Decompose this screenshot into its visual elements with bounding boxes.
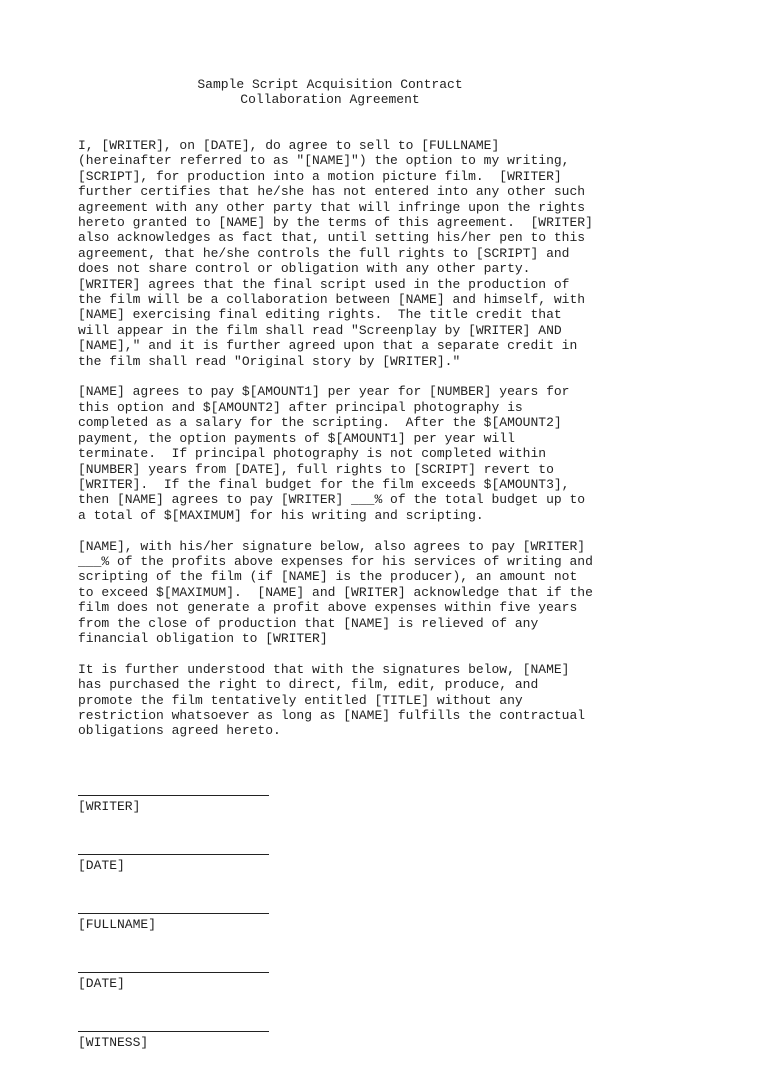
signature-block-witness <box>78 1031 378 1077</box>
text-line: [NAME]," and it is further agreed upon that a separate credit in <box>78 338 578 354</box>
title-line: Sample Script Acquisition Contract <box>197 77 463 92</box>
text-line: [WRITER]. If the final budget for the film exceeds $[AMOUNT3], <box>78 476 570 492</box>
signature-block-date <box>78 854 378 900</box>
text-line: [NUMBER] years from [DATE], full rights to [SCRIPT] revert to <box>78 461 554 477</box>
text-line: the film shall read "Original story by [WRITER]." <box>78 353 461 369</box>
text-line: payment, the option payments of $[AMOUNT1] per year will <box>78 430 515 446</box>
text-line: agreement with any other party that will infringe upon the rights <box>78 199 586 215</box>
signature-label: [WRITER] <box>78 799 141 814</box>
text-line: [WRITER] agrees that the final script used in the production of <box>78 276 570 292</box>
text-line: promote the film tentatively entitled [TITLE] without any <box>78 692 523 708</box>
text-line: from the close of production that [NAME] is relieved of any <box>78 615 539 631</box>
paragraph-sale-option <box>78 138 688 369</box>
text-line: terminate. If principal photography is not completed within <box>78 446 547 462</box>
paragraph-profit-share <box>78 539 688 647</box>
signature-block-date-2 <box>78 972 378 1018</box>
signature-line <box>78 1031 269 1032</box>
text-line: a total of $[MAXIMUM] for his writing and scripting. <box>78 507 484 523</box>
signature-label: [FULLNAME] <box>78 917 157 932</box>
text-line: agreement, that he/she controls the full rights to [SCRIPT] and <box>78 245 570 261</box>
signature-block-writer <box>78 795 378 841</box>
signature-block-fullname <box>78 913 378 959</box>
signature-line <box>78 854 269 855</box>
text-line: then [NAME] agrees to pay [WRITER] ___% of the total budget up to <box>78 492 586 508</box>
text-line: does not share control or obligation with any other party. <box>78 261 531 277</box>
text-line: It is further understood that with the signatures below, [NAME] <box>78 661 570 677</box>
contract-body <box>78 138 688 754</box>
text-line: hereto granted to [NAME] by the terms of this agreement. [WRITER] <box>78 215 593 231</box>
text-line: the film will be a collaboration between [NAME] and himself, with <box>78 292 586 308</box>
signature-label: [WITNESS] <box>78 1035 149 1050</box>
text-line: to exceed $[MAXIMUM]. [NAME] and [WRITER] acknowledge that if the <box>78 584 593 600</box>
text-line: will appear in the film shall read "Screenplay by [WRITER] AND <box>78 322 562 338</box>
document-title <box>0 77 660 108</box>
text-line: (hereinafter referred to as "[NAME]") the option to my writing, <box>78 153 570 169</box>
signature-label: [DATE] <box>78 858 125 873</box>
text-line: [NAME] agrees to pay $[AMOUNT1] per year for [NUMBER] years for <box>78 384 570 400</box>
text-line: completed as a salary for the scripting. After the $[AMOUNT2] <box>78 415 562 431</box>
subtitle-line: Collaboration Agreement <box>240 92 420 108</box>
text-line: further certifies that he/she has not entered into any other such <box>78 184 586 200</box>
text-line: also acknowledges as fact that, until setting his/her pen to this <box>78 230 586 246</box>
paragraph-rights-purchased <box>78 662 688 739</box>
signature-line <box>78 913 269 914</box>
text-line: [NAME], with his/her signature below, also agrees to pay [WRITER] <box>78 538 586 554</box>
paragraph-payment-terms <box>78 384 688 523</box>
text-line: restriction whatsoever as long as [NAME] fulfills the contractual <box>78 707 586 723</box>
text-line: this option and $[AMOUNT2] after principal photography is <box>78 399 523 415</box>
text-line: film does not generate a profit above expenses within five years <box>78 600 578 616</box>
text-line: obligations agreed hereto. <box>78 723 281 739</box>
signature-label: [DATE] <box>78 976 125 991</box>
text-line: [NAME] exercising final editing rights. The title credit that <box>78 307 562 323</box>
text-line: scripting of the film (if [NAME] is the producer), an amount not <box>78 569 578 585</box>
signature-section <box>78 782 378 1077</box>
text-line: has purchased the right to direct, film, edit, produce, and <box>78 677 539 693</box>
signature-line <box>78 795 269 796</box>
text-line: financial obligation to [WRITER] <box>78 630 328 646</box>
text-line: [SCRIPT], for production into a motion picture film. [WRITER] <box>78 168 562 184</box>
signature-line <box>78 972 269 973</box>
text-line: ___% of the profits above expenses for his services of writing and <box>78 553 593 569</box>
text-line: I, [WRITER], on [DATE], do agree to sell to [FULLNAME] <box>78 138 500 153</box>
